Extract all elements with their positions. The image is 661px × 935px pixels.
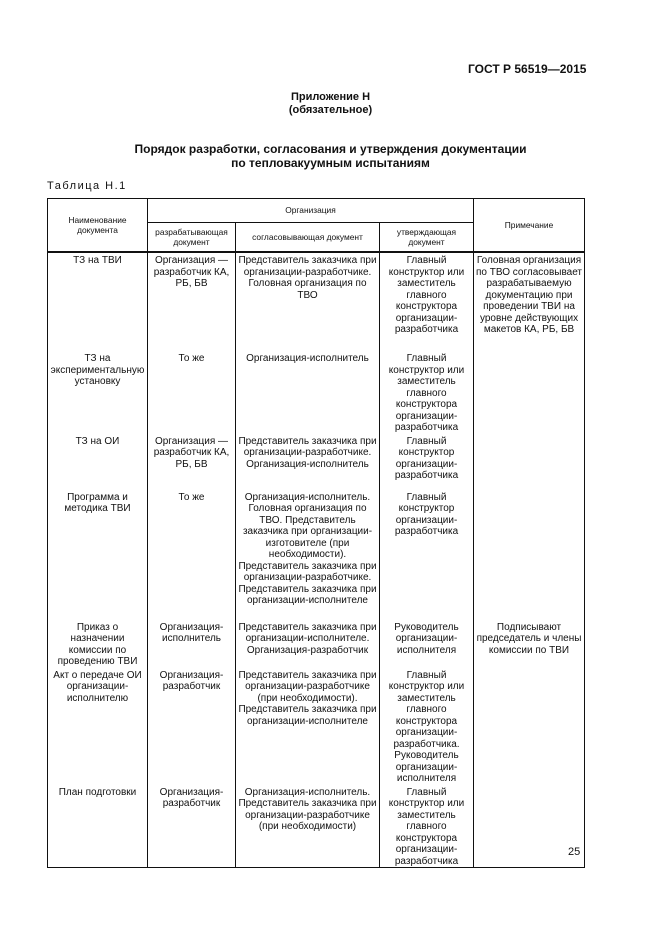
- cell-agree: Представитель заказчика при организации-исполнителе. Организация-разработчик: [236, 620, 380, 668]
- cell-developer: Организация-разработчик: [148, 785, 236, 868]
- cell-developer: Организация-разработчик: [148, 668, 236, 785]
- document-title: [0, 142, 661, 170]
- cell-agree: Представитель заказчика при организации-разработчике. Головная организация по ТВО: [236, 252, 380, 351]
- table-row: [48, 668, 585, 785]
- table-row: [48, 785, 585, 868]
- cell-agree: Представитель заказчика при организации-разработчике. Организация-исполнитель: [236, 434, 380, 490]
- cell-name: План подготовки: [48, 785, 148, 868]
- cell-confirm: Главный конструктор или заместитель главного конструктора организации-разработчика: [380, 351, 474, 434]
- cell-developer: Организация-исполнитель: [148, 620, 236, 668]
- cell-note: [474, 434, 585, 490]
- cell-developer: Организация — разработчик КА, РБ, БВ: [148, 252, 236, 351]
- header-confirm: утверждающая документ: [380, 223, 474, 253]
- cell-agree: Организация-исполнитель. Головная организация по ТВО. Представитель заказчика при организации-изготовителе (при необходимости). Представитель заказчика при организации-разработчике. Представитель заказчика при организации-исполнителе: [236, 490, 380, 620]
- cell-note: [474, 351, 585, 434]
- appendix-heading: [0, 91, 661, 117]
- cell-note: [474, 490, 585, 620]
- table-row: [48, 252, 585, 351]
- cell-developer: То же: [148, 490, 236, 620]
- documentation-table: [47, 198, 585, 868]
- header-developer: разрабатывающая документ: [148, 223, 236, 253]
- cell-note: Подписывают председатель и члены комиссии по ТВИ: [474, 620, 585, 668]
- header-note: Примечание: [474, 199, 585, 253]
- appendix-subtitle: (обязательное): [288, 104, 373, 116]
- cell-name: Акт о передаче ОИ организации-исполнителю: [48, 668, 148, 785]
- cell-note: Головная организация по ТВО согласовывает разрабатываемую документацию при проведении ТВИ на уровне действующих макетов КА, РБ, БВ: [474, 252, 585, 351]
- cell-name: Программа и методика ТВИ: [48, 490, 148, 620]
- document-title-line2: по тепловакуумным испытаниям: [231, 156, 430, 170]
- cell-confirm: Главный конструктор организации-разработчика: [380, 490, 474, 620]
- cell-confirm: Руководитель организации-исполнителя: [380, 620, 474, 668]
- appendix-title: Приложение Н: [290, 91, 371, 103]
- cell-agree: Организация-исполнитель: [236, 351, 380, 434]
- cell-developer: То же: [148, 351, 236, 434]
- header-organization: Организация: [148, 199, 474, 223]
- cell-note: [474, 668, 585, 785]
- header-agree: согласовывающая документ: [236, 223, 380, 253]
- cell-confirm: Главный конструктор или заместитель главного конструктора организации-разработчика: [380, 785, 474, 868]
- cell-name: Приказ о назначении комиссии по проведению ТВИ: [48, 620, 148, 668]
- header-name: Наименование документа: [48, 199, 148, 253]
- cell-developer: Организация — разработчик КА, РБ, БВ: [148, 434, 236, 490]
- table-label: Таблица Н.1: [47, 180, 127, 192]
- standard-header: ГОСТ Р 56519—2015: [468, 62, 587, 76]
- page-number: 25: [568, 846, 581, 858]
- table-row: [48, 434, 585, 490]
- cell-name: ТЗ на экспериментальную установку: [48, 351, 148, 434]
- cell-name: ТЗ на ОИ: [48, 434, 148, 490]
- cell-agree: Представитель заказчика при организации-разработчике (при необходимости). Представитель заказчика при организации-исполнителе: [236, 668, 380, 785]
- cell-confirm: Главный конструктор организации-разработчика: [380, 434, 474, 490]
- table-row: [48, 490, 585, 620]
- cell-confirm: Главный конструктор или заместитель главного конструктора организации-разработчика. Руководитель организации-исполнителя: [380, 668, 474, 785]
- cell-confirm: Главный конструктор или заместитель главного конструктора организации-разработчика: [380, 252, 474, 351]
- document-title-line1: Порядок разработки, согласования и утверждения документации: [134, 142, 527, 156]
- cell-agree: Организация-исполнитель. Представитель заказчика при организации-разработчике (при необходимости): [236, 785, 380, 868]
- cell-name: ТЗ на ТВИ: [48, 252, 148, 351]
- table-row: [48, 351, 585, 434]
- table-row: [48, 620, 585, 668]
